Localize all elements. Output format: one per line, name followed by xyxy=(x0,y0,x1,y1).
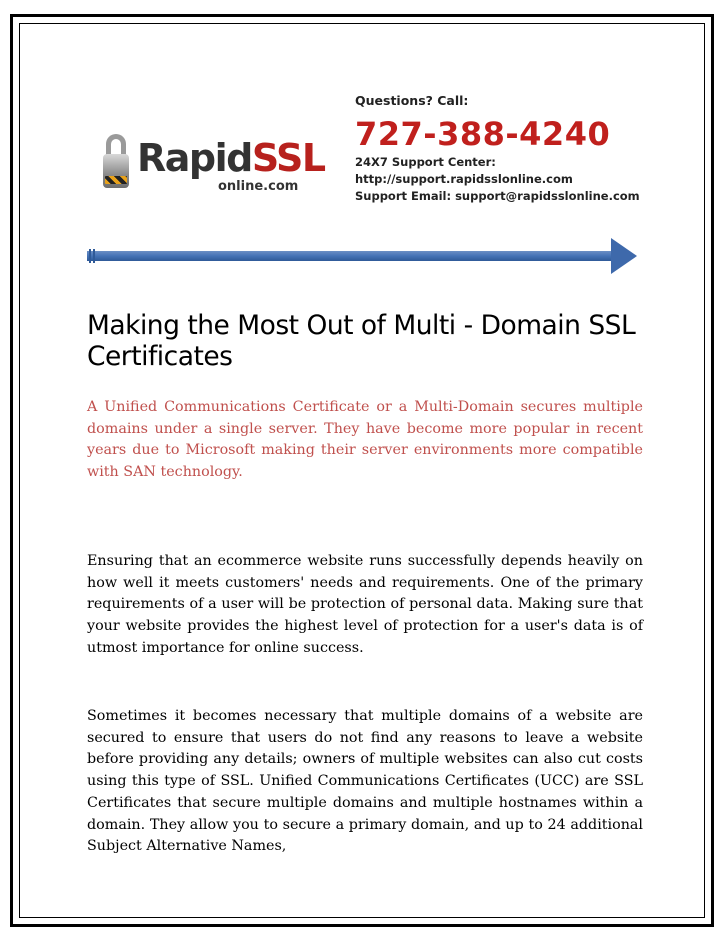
padlock-stripes xyxy=(105,176,127,184)
logo-brand-suffix: SSL xyxy=(251,136,325,180)
phone-number: 727-388-4240 xyxy=(355,115,611,153)
contact-block xyxy=(355,94,640,205)
support-url: http://support.rapidsslonline.com xyxy=(355,172,573,186)
questions-label: Questions? Call: xyxy=(355,93,469,108)
support-center-label: 24X7 Support Center: xyxy=(355,155,496,169)
arrow-rule xyxy=(87,238,642,276)
logo-subtext: online.com xyxy=(218,179,299,194)
logo-wordmark xyxy=(137,136,325,180)
arrow-tick xyxy=(93,249,95,263)
logo-brand-prefix: Rapid xyxy=(137,136,252,180)
intro-paragraph: A Unified Communications Certificate or a Multi-Domain secures multiple domains under a single server. They have become more popular in recent years due to Microsoft making their server environments more compatible with SAN technology. xyxy=(87,399,643,481)
body-paragraph: Sometimes it becomes necessary that multiple domains of a website are secured to ensure that users do not find any reasons to leave a website before providing any details; owners of multiple websites can also cut costs using this type of SSL. Unified Communications Certificates (UCC) are SSL Certificates that secure multiple domains and multiple hostnames within a domain. They allow you to secure a primary domain, and up to 24 additional Subject Alternative Names, xyxy=(87,708,643,855)
arrow-tick xyxy=(89,249,91,263)
arrow-bar xyxy=(87,251,615,261)
arrow-right-icon xyxy=(611,238,637,274)
article-title: Making the Most Out of Multi - Domain SSL Certificates xyxy=(87,310,636,372)
rapidssl-logo xyxy=(95,124,335,214)
support-email: Support Email: support@rapidsslonline.com xyxy=(355,189,640,203)
body-paragraph: Ensuring that an ecommerce website runs successfully depends heavily on how well it meets customers' needs and requirements. One of the primary requirements of a user will be protection of personal data. Making sure that your website provides the highest level of protection for a user's data is of utmost importance for online success. xyxy=(87,553,643,656)
